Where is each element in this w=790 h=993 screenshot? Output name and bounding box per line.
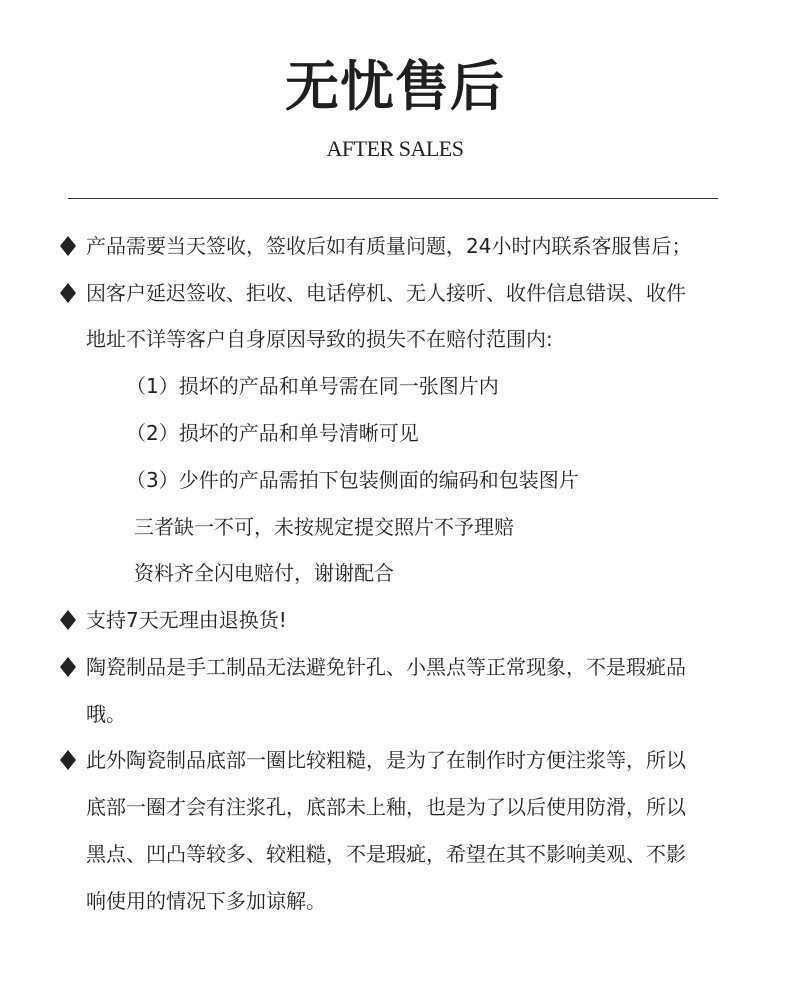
diamond-icon <box>60 605 80 635</box>
claim-note-1: 三者缺一不可，未按规定提交照片不予理赔 <box>134 515 514 539</box>
claim-requirement-1: （1）损坏的产品和单号需在同一张图片内 <box>126 374 499 398</box>
claim-note-2: 资料齐全闪电赔付，谢谢配合 <box>134 561 394 585</box>
claim-requirement-3: （3）少件的产品需拍下包装侧面的编码和包装图片 <box>126 468 579 492</box>
policy-ceramic-text-line1: 陶瓷制品是手工制品无法避免针孔、小黑点等正常现象，不是瑕疵品 <box>86 655 686 679</box>
header-divider <box>68 198 718 199</box>
policy-bottom-text-line2: 底部一圈才会有注浆孔，底部未上釉，也是为了以后使用防滑，所以 <box>86 795 686 819</box>
diamond-icon <box>60 652 80 682</box>
diamond-icon <box>60 745 80 775</box>
policy-ceramic-text-line2: 哦。 <box>86 702 126 726</box>
diamond-icon <box>60 278 80 308</box>
policy-bottom-text-line4: 响使用的情况下多加谅解。 <box>86 889 326 913</box>
policy-signing-text: 产品需要当天签收，签收后如有质量问题，24小时内联系客服售后； <box>86 234 692 258</box>
page-subtitle: AFTER SALES <box>326 136 464 161</box>
policy-bottom-text-line1: 此外陶瓷制品底部一圈比较粗糙，是为了在制作时方便注浆等，所以 <box>86 748 686 772</box>
policy-exclusion-text-line2: 地址不详等客户自身原因导致的损失不在赔付范围内: <box>86 327 553 351</box>
page-title: 无忧售后 <box>285 54 505 118</box>
policy-exclusion-text-line1: 因客户延迟签收、拒收、电话停机、无人接听、收件信息错误、收件 <box>86 281 686 305</box>
claim-requirement-2: （2）损坏的产品和单号清晰可见 <box>126 421 419 445</box>
policy-return-text: 支持7天无理由退换货! <box>86 608 287 632</box>
diamond-icon <box>60 231 80 261</box>
policy-bottom-text-line3: 黑点、凹凸等较多、较粗糙，不是瑕疵，希望在其不影响美观、不影 <box>86 842 686 866</box>
